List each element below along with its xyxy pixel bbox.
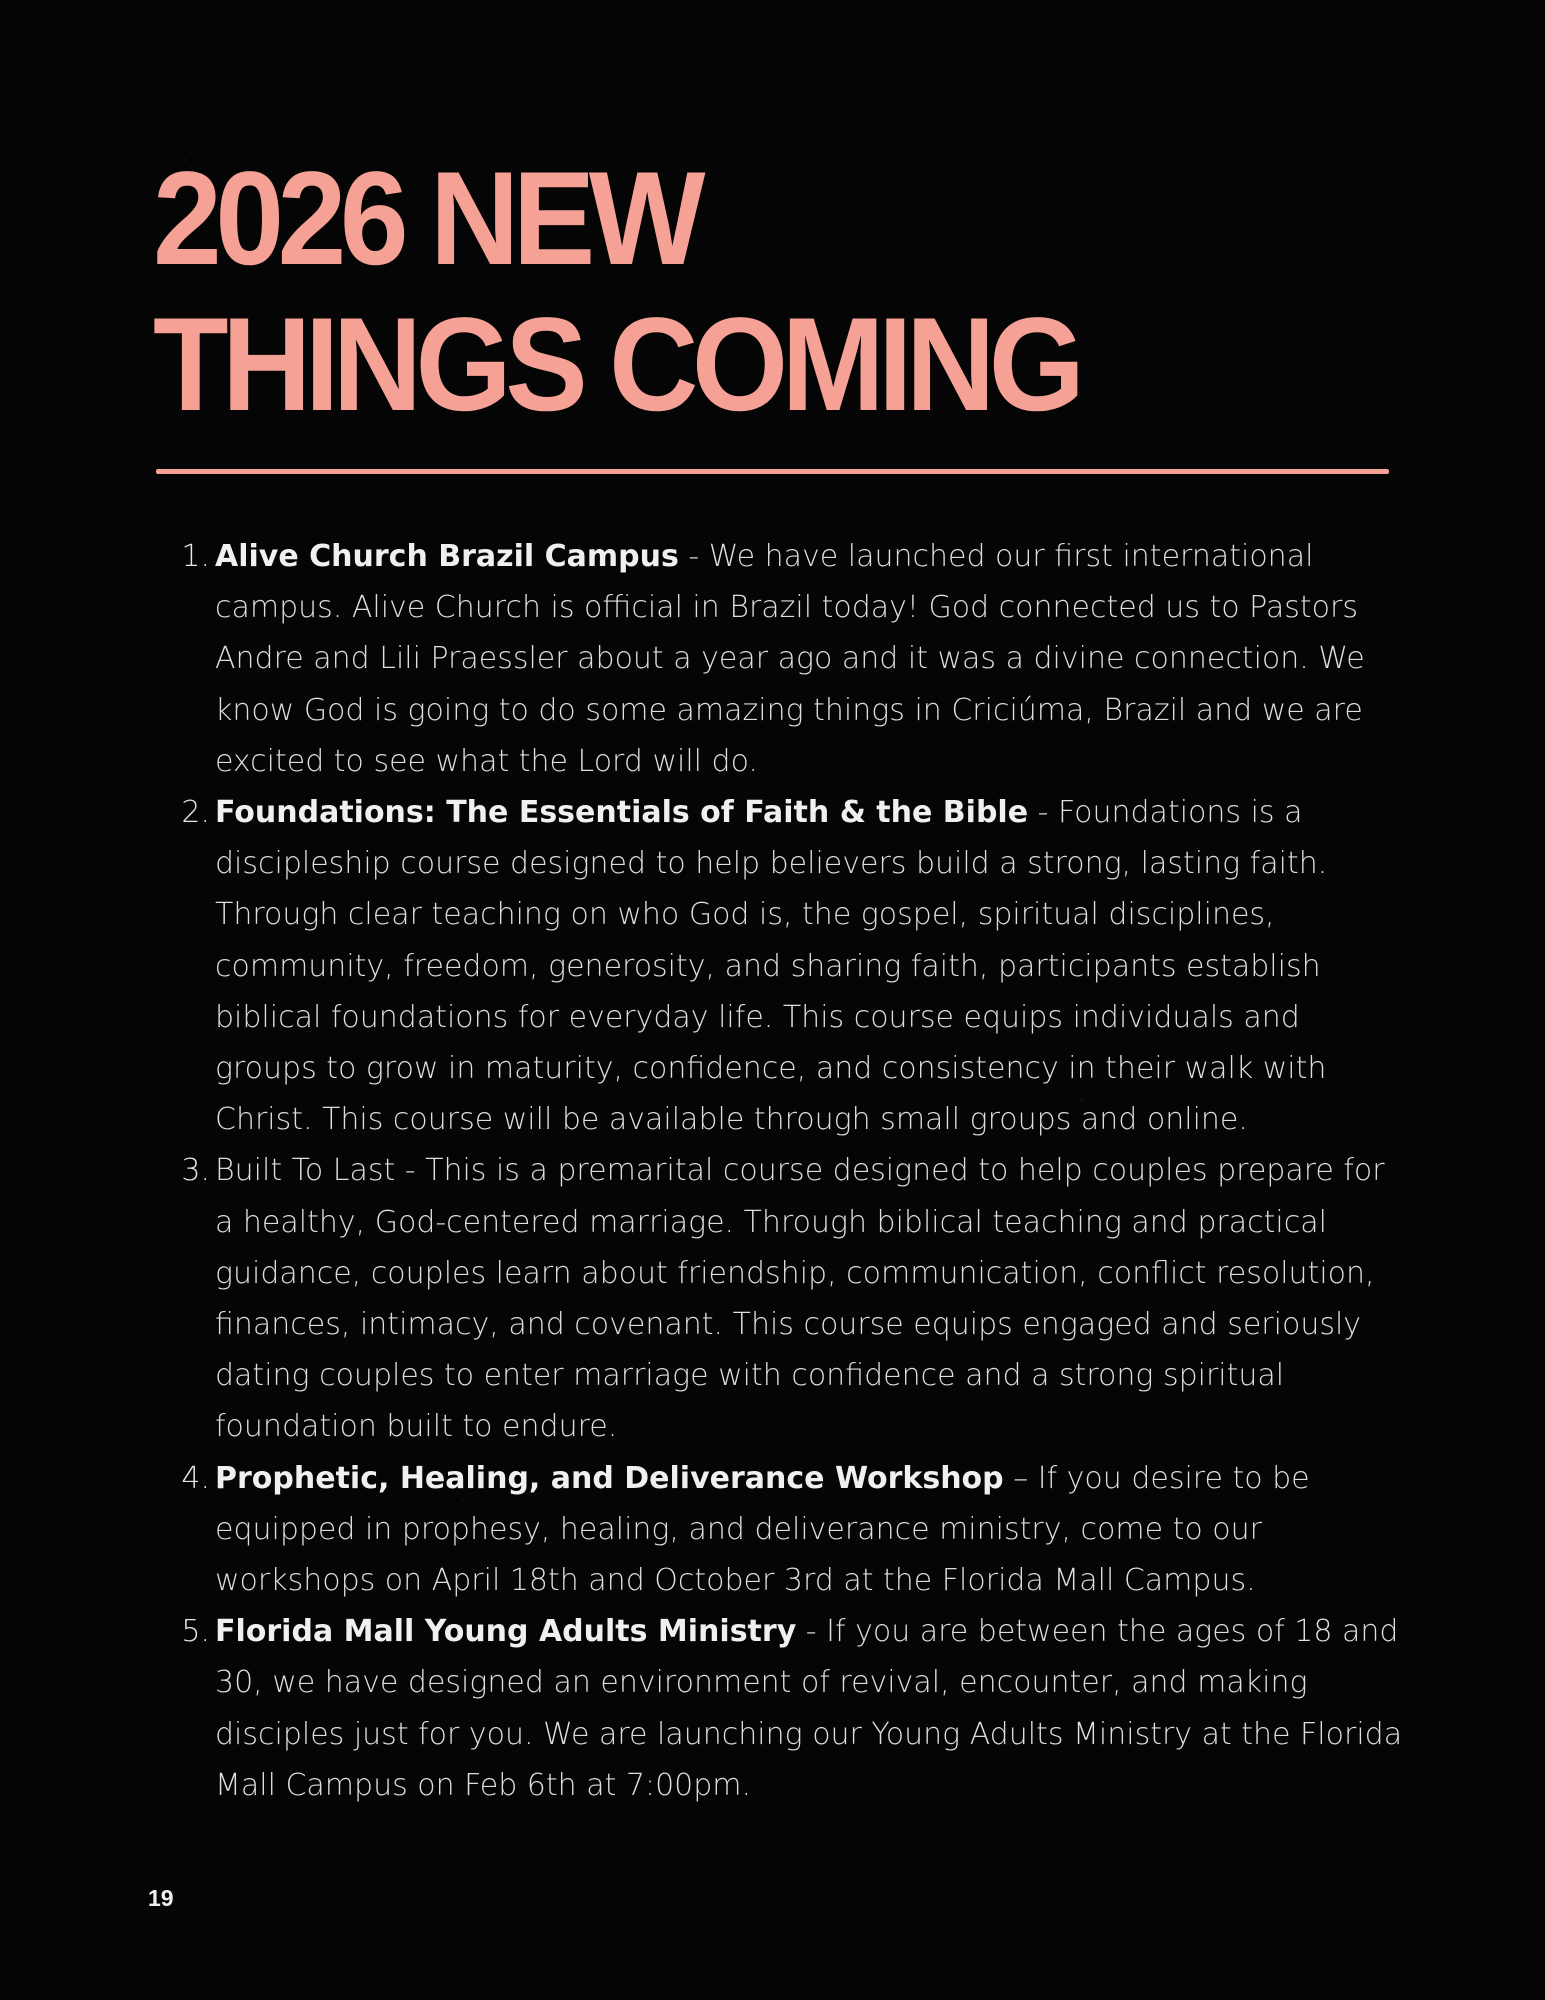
item-text-foundations: - Foundations is a discipleship course designed to help believers build a strong, lasting faith. Through clear teaching on who God is, the gospel, spiritual disciplines, community, freedom, generosity, and sharing faith, participants establish biblical foundations for everyday life. This course equips individuals and groups to grow in maturity, confidence, and consistency in their walk with Christ. This course will be available through small groups and online.: [215, 795, 1328, 1138]
list-item-brazil-campus: [215, 531, 1410, 787]
item-heading-prophetic-workshop: Prophetic, Healing, and Deliverance Workshop: [215, 1460, 1004, 1496]
item-heading-young-adults: Florida Mall Young Adults Ministry: [215, 1614, 797, 1650]
list-item-built-to-last: [215, 1145, 1410, 1452]
item-text-young-adults: - If you are between the ages of 18 and 30, we have designed an environment of revival, encounter, and making disciples just for you. We are launching our Young Adults Ministry at the Florida Mall Campus on Feb 6th at 7:00pm.: [215, 1614, 1403, 1803]
list-item-foundations: [215, 787, 1410, 1145]
item-heading-foundations: Foundations: The Essentials of Faith & the Bible: [215, 795, 1029, 831]
page-title: [153, 146, 1403, 438]
title-line-1: 2026 NEW: [153, 145, 700, 293]
list-item-prophetic-workshop: [215, 1453, 1410, 1607]
page-number: 19: [148, 1885, 174, 1911]
list-item-young-adults: [215, 1606, 1410, 1811]
title-divider: [156, 469, 1389, 474]
item-heading-brazil-campus: Alive Church Brazil Campus: [215, 539, 679, 574]
item-text-built-to-last: Built To Last - This is a premarital course designed to help couples prepare for a healthy, God-centered marriage. Through biblical teaching and practical guidance, couples learn about friendship, communication, conflict resolution, finances, intimacy, and covenant. This course equips engaged and seriously dating couples to enter marriage with confidence and a strong spiritual foundation built to endure.: [215, 1153, 1385, 1445]
title-line-2: THINGS COMING: [153, 291, 1079, 439]
new-things-list: [178, 531, 1410, 1811]
item-text-brazil-campus: - We have launched our first international campus. Alive Church is official in Brazil today! God connected us to Pastors Andre and Lili Praessler about a year ago and it was a divine connection. We know God is going to do some amazing things in Criciúma, Brazil and we are excited to see what the Lord will do.: [215, 539, 1365, 779]
item-text-prophetic-workshop: – If you desire to be equipped in prophesy, healing, and deliverance ministry, come to our workshops on April 18th and October 3rd at the Florida Mall Campus.: [215, 1460, 1310, 1599]
